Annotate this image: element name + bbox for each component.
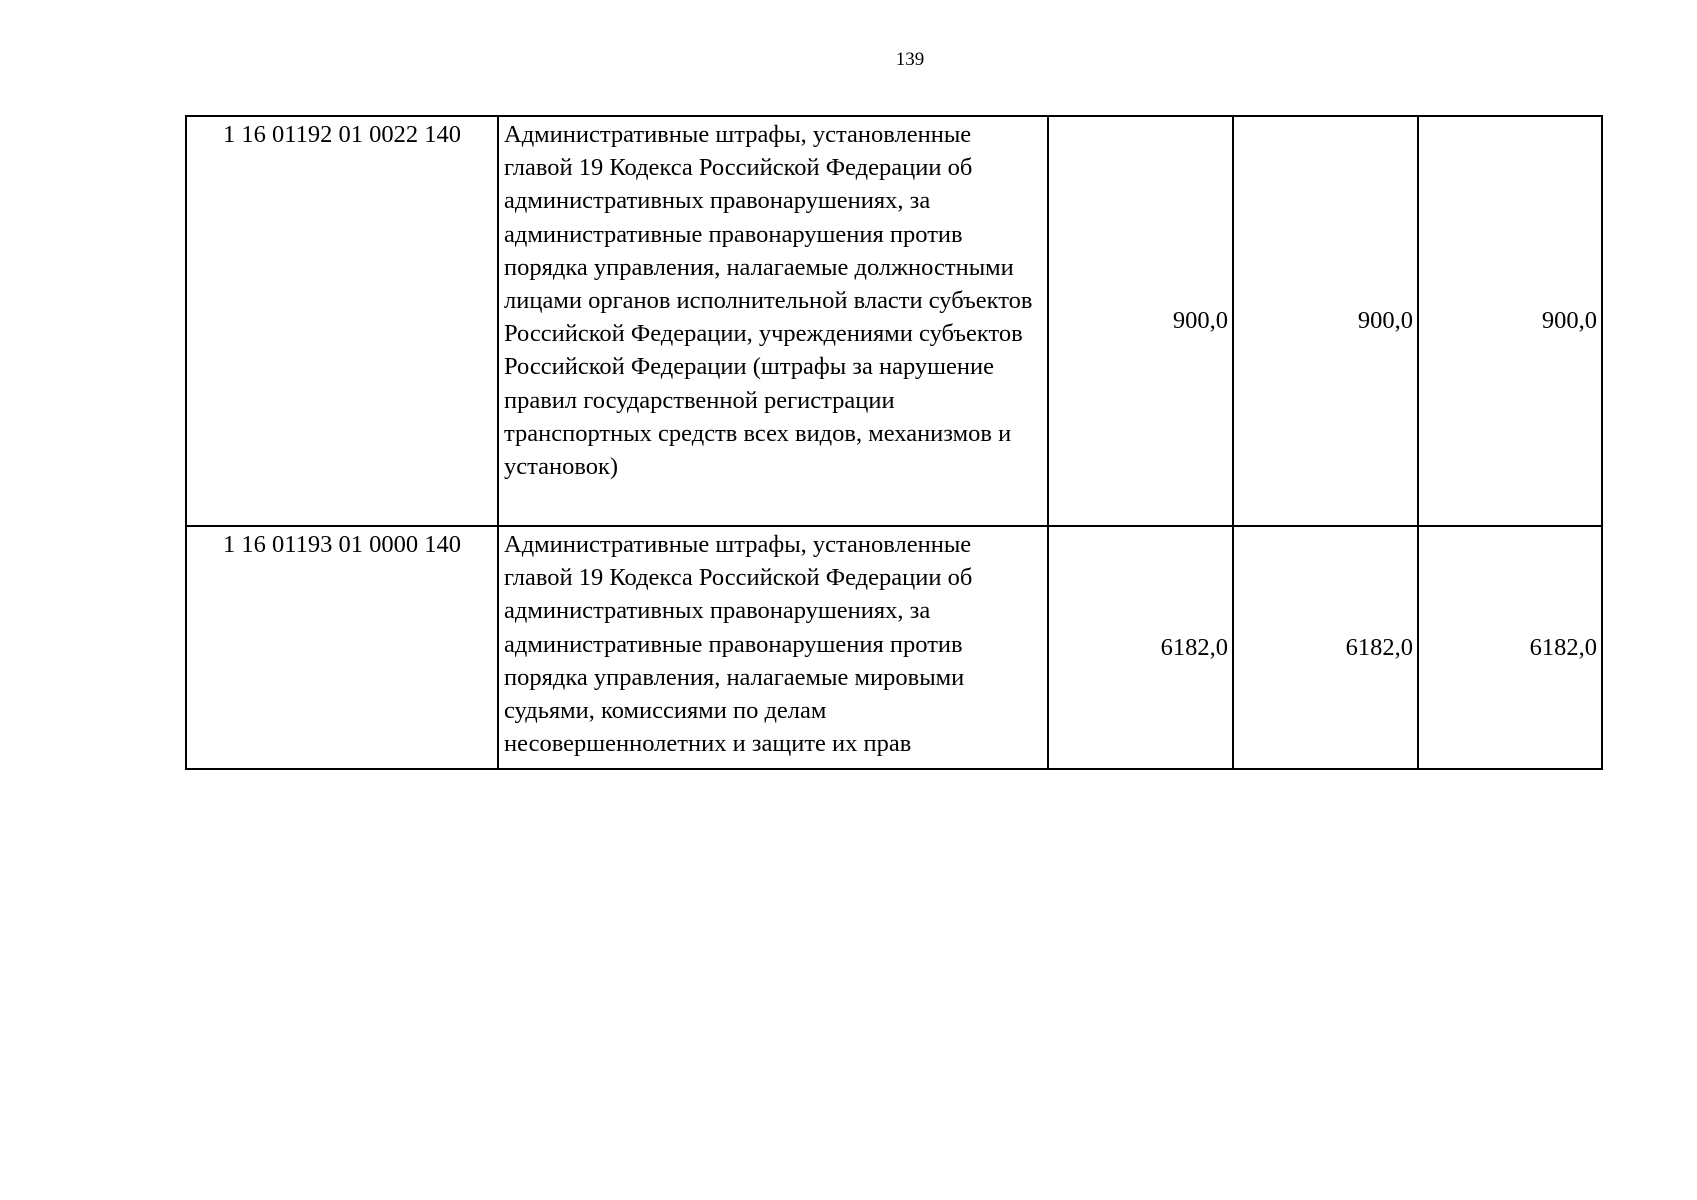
amount-cell-year-1: 6182,0	[1048, 526, 1233, 769]
amount-cell-year-1: 900,0	[1048, 116, 1233, 526]
revenue-description-cell: Административные штрафы, установленные главой 19 Кодекса Российской Федерации об административных правонарушениях, за административные правонарушения против порядка управления, налагаемые мировыми судьями, комиссиями по делам несовершеннолетних и защите их прав	[498, 526, 1048, 769]
amount-cell-year-2: 6182,0	[1233, 526, 1418, 769]
revenue-description-cell: Административные штрафы, установленные главой 19 Кодекса Российской Федерации об административных правонарушениях, за административные правонарушения против порядка управления, налагаемые должностными лицами органов исполнительной власти субъектов Российской Федерации, учреждениями субъектов Российской Федерации (штрафы за нарушение правил государственной регистрации транспортных средств всех видов, механизмов и установок)	[498, 116, 1048, 526]
amount-cell-year-2: 900,0	[1233, 116, 1418, 526]
revenue-code-cell: 1 16 01193 01 0000 140	[186, 526, 498, 769]
budget-revenue-table	[185, 115, 1603, 770]
table-row	[186, 116, 1602, 526]
amount-cell-year-3: 900,0	[1418, 116, 1602, 526]
page-number: 139	[895, 49, 925, 70]
table-row	[186, 526, 1602, 769]
amount-cell-year-3: 6182,0	[1418, 526, 1602, 769]
revenue-code-cell: 1 16 01192 01 0022 140	[186, 116, 498, 526]
